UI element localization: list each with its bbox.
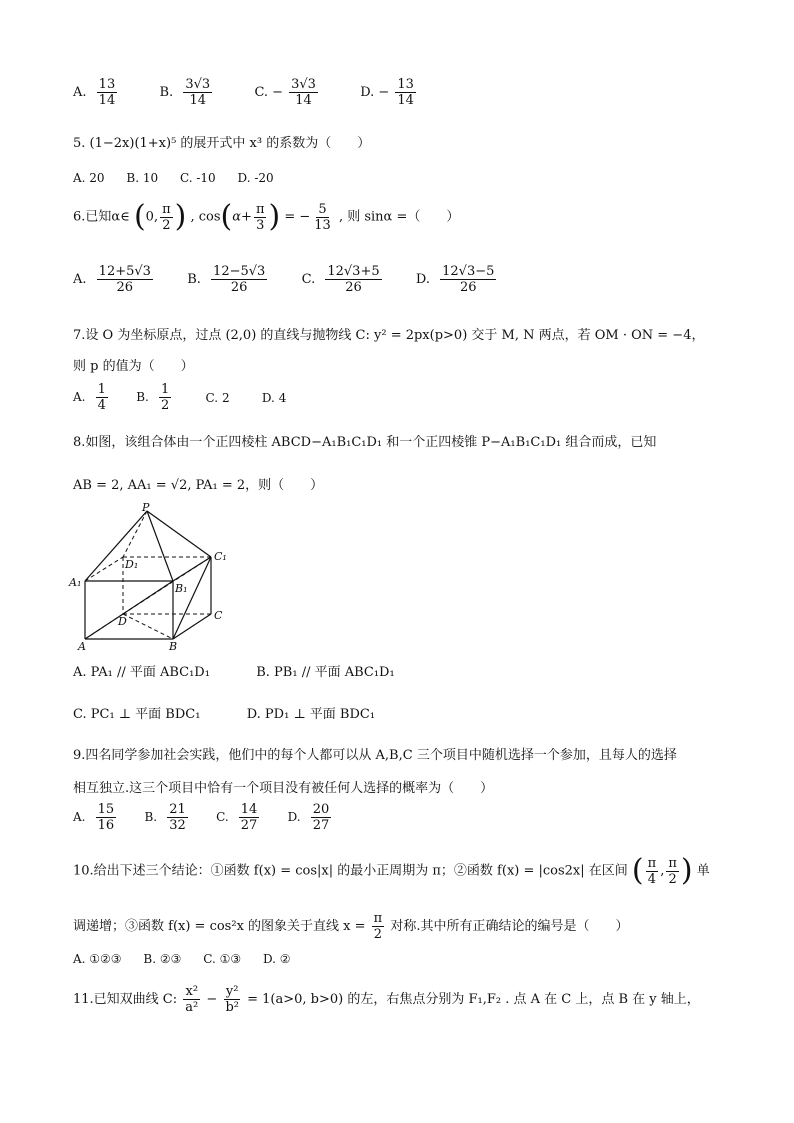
- label-p: P: [142, 502, 150, 514]
- q7-stem: 7.设 O 为坐标原点，过点 (2,0) 的直线与抛物线 C: y² = 2px(p>0) 交于 M, N 两点，若 OM · ON = −4，: [73, 328, 705, 343]
- q9-option-d: D. $\frac{20}{27}$: [287, 802, 330, 833]
- q9-option-c: C. $\frac{14}{27}$: [216, 802, 258, 833]
- q4-options: [73, 78, 418, 107]
- q6-option-d: D. $\frac{12√3-5}{26}$: [415, 264, 495, 295]
- q9-options: [73, 803, 333, 832]
- q9-stem2: 相互独立.这三个项目中恰有一个项目没有被任何人选择的概率为（ ）: [73, 781, 494, 796]
- label-b1: B₁: [175, 582, 188, 595]
- q5-stem: 5. (1−2x)(1+x)⁵ 的展开式中 x³ 的系数为（ ）: [73, 136, 371, 151]
- q5-options: [73, 172, 274, 184]
- q5-option-c: C. -10: [179, 171, 216, 185]
- q9-option-a: A. $\frac{15}{16}$: [73, 802, 115, 833]
- q7-option-b: B. $\frac{1}{2}$: [136, 382, 170, 413]
- q8-option-b: B. PB₁ // 平面 ABC₁D₁: [256, 665, 395, 680]
- label-c1: C₁: [214, 550, 227, 563]
- q4-option-a: A. $\frac{13}{14}$: [73, 77, 116, 108]
- q4-option-c: C. − $\frac{3√3}{14}$: [254, 77, 316, 108]
- q8-option-c: C. PC₁ ⊥ 平面 BDC₁: [73, 707, 201, 722]
- q7-option-c: C. 2: [205, 390, 230, 405]
- q8-option-d: D. PD₁ ⊥ 平面 BDC₁: [246, 707, 376, 722]
- q10-stem: 10.给出下述三个结论：①函数 f(x) = cos|x| 的最小正周期为 π；②函数 f(x) = |cos2x| 在区间 ( $\frac{\pi}{4}$ , $\frac{\pi}{2}$ ) 单: [73, 853, 710, 888]
- q8-options-row1: [73, 666, 395, 679]
- q8-option-a: A. PA₁ // 平面 ABC₁D₁: [73, 665, 210, 680]
- q6-stem: 6.已知α∈ (0, $\frac{\pi}{2}$ ) , cos(α+ $\frac{\pi}{3}$ ) = − $\frac{5}{13}$ , 则 sinα =（ ）: [73, 199, 460, 234]
- label-c: C: [214, 609, 223, 622]
- q8-stem: 8.如图，该组合体由一个正四棱柱 ABCD−A₁B₁C₁D₁ 和一个正四棱锥 P−A₁B₁C₁D₁ 组合而成，已知: [73, 435, 657, 450]
- q4-option-d: D. − $\frac{13}{14}$: [360, 77, 414, 108]
- q10-option-c: C. ①③: [203, 952, 242, 966]
- label-a: A: [78, 640, 86, 652]
- q7-options: [73, 383, 286, 412]
- q7-option-a: A. $\frac{1}{4}$: [73, 382, 106, 413]
- q10-option-b: B. ②③: [143, 952, 182, 966]
- q7-stem2: 则 p 的值为（ ）: [73, 359, 194, 374]
- q5-option-a: A. 20: [73, 171, 105, 185]
- q10-stem2: 调递增；③函数 f(x) = cos²x 的图象关于直线 x = $\frac{\pi}{2}$ 对称.其中所有正确结论的编号是（ ）: [73, 911, 629, 942]
- q8-figure: [68, 502, 238, 652]
- q6-option-b: B. $\frac{12-5√3}{26}$: [187, 264, 266, 295]
- q5-option-d: D. -20: [237, 171, 274, 185]
- q10-options: [73, 953, 291, 965]
- q5-option-b: B. 10: [126, 171, 159, 185]
- label-d: D: [118, 615, 127, 628]
- q11-stem: 11.已知双曲线 C: $\frac{\text{x²}}{\text{a²}}$ − $\frac{\text{y²}}{\text{b²}}$ = 1(a>0, b>0) 的左，右焦点分别为 F₁,F₂ . 点 A 在 C 上，点 B 在 y 轴上，: [73, 984, 700, 1015]
- q10-option-a: A. ①②③: [73, 952, 122, 966]
- q8-options-row2: [73, 708, 375, 721]
- q6-option-a: A. $\frac{12+5√3}{26}$: [73, 264, 151, 295]
- q9-stem: 9.四名同学参加社会实践，他们中的每个人都可以从 A,B,C 三个项目中随机选择一个参加，且每人的选择: [73, 748, 677, 763]
- q10-option-d: D. ②: [262, 952, 291, 966]
- label-b: B: [169, 640, 178, 652]
- q4-option-b: B. $\frac{3√3}{14}$: [159, 77, 211, 108]
- q8-stem2: AB = 2, AA₁ = √2, PA₁ = 2，则（ ）: [73, 478, 324, 493]
- q6-option-c: C. $\frac{12√3+5}{26}$: [301, 264, 380, 295]
- q7-option-d: D. 4: [261, 390, 287, 405]
- q9-option-b: B. $\frac{21}{32}$: [144, 802, 186, 833]
- q6-options: [73, 265, 498, 294]
- label-a1: A₁: [69, 576, 82, 589]
- label-d1: D₁: [125, 558, 139, 571]
